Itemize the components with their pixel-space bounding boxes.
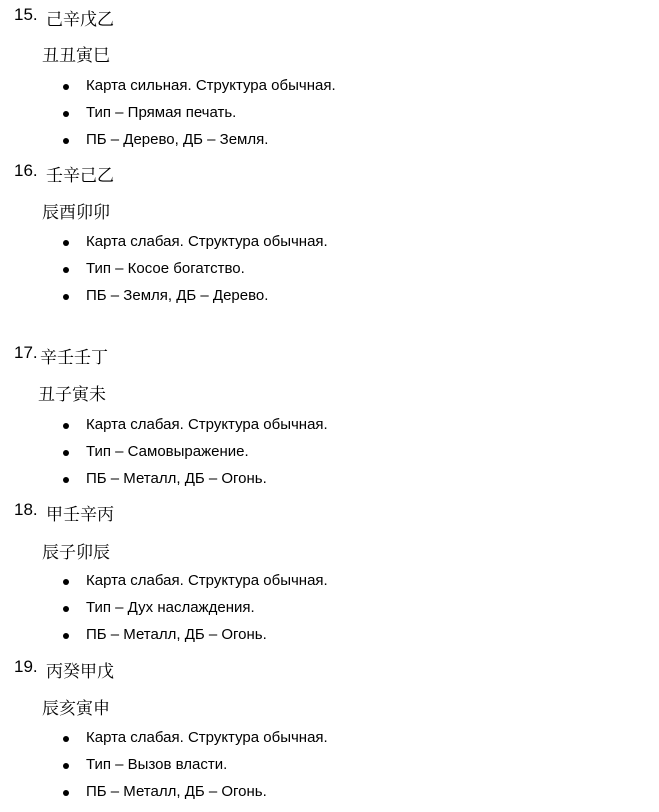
bullet-dot	[63, 633, 69, 639]
entry-17-branches: 丑子寅未	[38, 385, 106, 404]
entry-16-branches: 辰酉卯卯	[42, 203, 110, 222]
entry-18-bullet-1: Карта слабая. Структура обычная.	[86, 572, 328, 589]
entry-15-number: 15.	[14, 5, 38, 24]
bullet-dot	[63, 138, 69, 144]
entry-19-bullet-1: Карта слабая. Структура обычная.	[86, 729, 328, 746]
entry-18-stems: 甲壬辛丙	[46, 505, 114, 524]
bullet-dot	[63, 84, 69, 90]
entry-15-stems: 己辛戊乙	[46, 10, 114, 29]
entry-19-stems: 丙癸甲戊	[46, 662, 114, 681]
bullet-dot	[63, 477, 69, 483]
bullet-dot	[63, 790, 69, 796]
entry-19-bullet-3: ПБ – Металл, ДБ – Огонь.	[86, 783, 267, 800]
entry-16-bullet-3: ПБ – Земля, ДБ – Дерево.	[86, 287, 269, 304]
entry-15-branches: 丑丑寅巳	[42, 46, 110, 65]
entry-17-bullet-3: ПБ – Металл, ДБ – Огонь.	[86, 470, 267, 487]
entry-19-number: 19.	[14, 657, 38, 676]
entry-15-bullet-2: Тип – Прямая печать.	[86, 104, 237, 121]
entry-19-bullet-2: Тип – Вызов власти.	[86, 756, 228, 773]
entry-17-stems: 辛壬壬丁	[40, 348, 108, 367]
bullet-dot	[63, 294, 69, 300]
entry-18-bullet-3: ПБ – Металл, ДБ – Огонь.	[86, 626, 267, 643]
bullet-dot	[63, 606, 69, 612]
bullet-dot	[63, 579, 69, 585]
bullet-dot	[63, 736, 69, 742]
entry-19-branches: 辰亥寅申	[42, 699, 110, 718]
bullet-dot	[63, 423, 69, 429]
entry-18-bullet-2: Тип – Дух наслаждения.	[86, 599, 255, 616]
entry-17-bullet-1: Карта слабая. Структура обычная.	[86, 416, 328, 433]
entry-15-bullet-1: Карта сильная. Структура обычная.	[86, 77, 336, 94]
entry-15-bullet-3: ПБ – Дерево, ДБ – Земля.	[86, 131, 269, 148]
entry-18-number: 18.	[14, 500, 38, 519]
entry-16-stems: 壬辛己乙	[46, 166, 114, 185]
entry-16-number: 16.	[14, 161, 38, 180]
bullet-dot	[63, 763, 69, 769]
bullet-dot	[63, 267, 69, 273]
entry-18-branches: 辰子卯辰	[42, 543, 110, 562]
entry-17-number: 17.	[14, 343, 38, 362]
bullet-dot	[63, 240, 69, 246]
bullet-dot	[63, 111, 69, 117]
entry-16-bullet-2: Тип – Косое богатство.	[86, 260, 245, 277]
entry-17-bullet-2: Тип – Самовыражение.	[86, 443, 249, 460]
entry-16-bullet-1: Карта слабая. Структура обычная.	[86, 233, 328, 250]
bullet-dot	[63, 450, 69, 456]
